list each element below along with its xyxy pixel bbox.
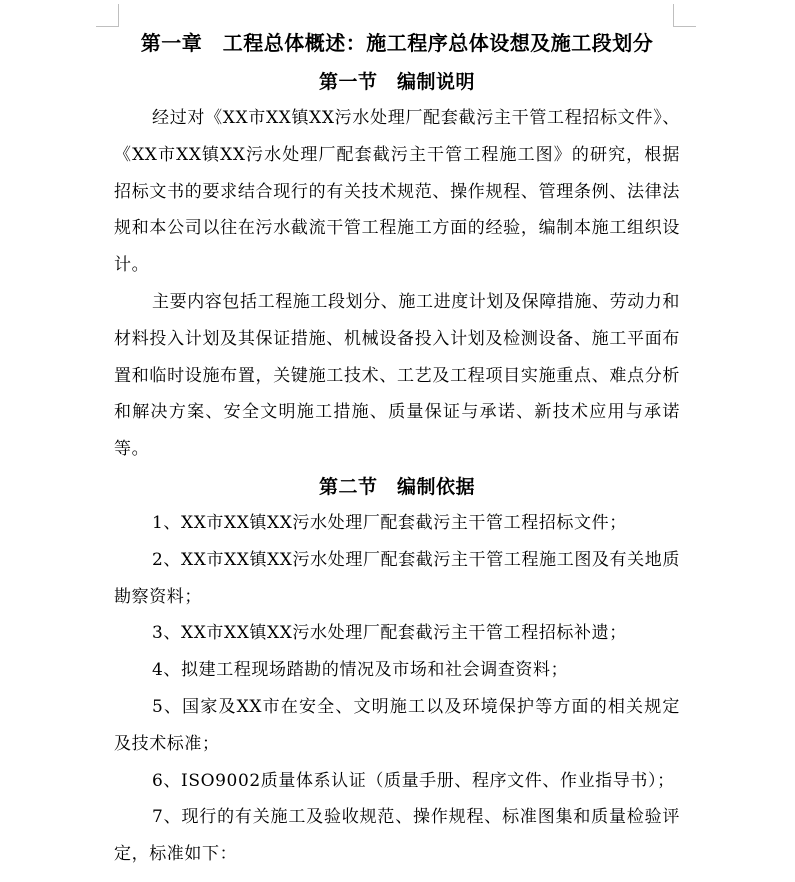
page-margin-corner-top-left bbox=[96, 4, 119, 27]
basis-list-item: 4、拟建工程现场踏勘的情况及市场和社会调查资料； bbox=[152, 660, 569, 681]
basis-list-item: 6、ISO9002质量体系认证（质量手册、程序文件、作业指导书）； bbox=[152, 770, 675, 791]
chapter-title: 第一章 工程总体概述：施工程序总体设想及施工段划分 bbox=[140, 31, 654, 55]
section-title-1: 第一节 编制说明 bbox=[318, 71, 475, 93]
basis-list-item: 5、国家及XX市在安全、文明施工以及环境保护等方面的相关规定及技术标准； bbox=[114, 696, 680, 754]
basis-list-item: 1、XX市XX镇XX污水处理厂配套截污主干管工程招标文件； bbox=[152, 512, 627, 533]
basis-list-item: 7、现行的有关施工及验收规范、操作规程、标准图集和质量检验评定，标准如下： bbox=[114, 807, 680, 865]
section1-paragraph: 经过对《XX市XX镇XX污水处理厂配套截污主干管工程招标文件》、《XX市XX镇XX污水处理厂配套截污主干管工程施工图》的研究，根据招标文书的要求结合现行的有关技术规范、操作规程、管理条例、法律法规和本公司以往在污水截流干管工程施工方面的经验，编制本施工组织设计。 bbox=[114, 108, 680, 276]
basis-list-item: 3、XX市XX镇XX污水处理厂配套截污主干管工程招标补遗； bbox=[152, 623, 627, 644]
section-title-2: 第二节 编制依据 bbox=[318, 475, 475, 498]
section1-paragraph: 主要内容包括工程施工段划分、施工进度计划及保障措施、劳动力和材料投入计划及其保证措施、机械设备投入计划及检测设备、施工平面布置和临时设施布置，关键施工技术、工艺及工程项目实施重点、难点分析和解决方案、安全文明施工措施、质量保证与承诺、新技术应用与承诺等。 bbox=[114, 291, 680, 460]
basis-list-item: 2、XX市XX镇XX污水处理厂配套截污主干管工程施工图及有关地质勘察资料； bbox=[114, 549, 680, 607]
document-body[interactable] bbox=[114, 26, 680, 873]
page-margin-corner-top-right bbox=[673, 4, 696, 27]
